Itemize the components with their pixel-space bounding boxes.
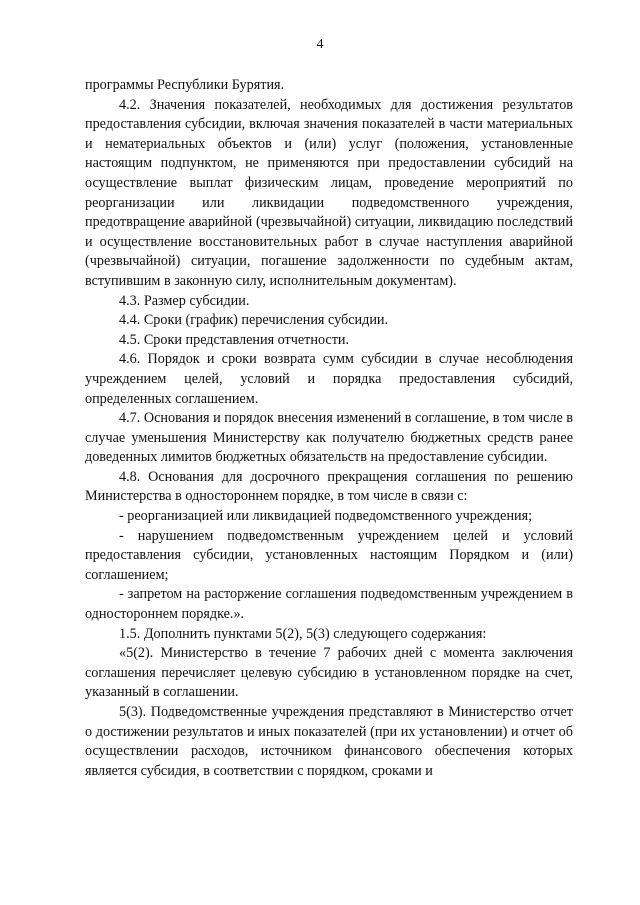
paragraph-4-3: 4.3. Размер субсидии. — [119, 292, 250, 309]
document-body — [85, 76, 573, 781]
paragraph-5-3: 5(3). Подведомственные учреждения представляют в Министерство отчет о достижении результатов и иных показателей (при их установлении) и отчет об осуществлении расходов, источником финансового обеспечения которых является субсидия, в соответствии с порядком, сроками и — [85, 704, 573, 779]
list-item-prohibition: - запретом на расторжение соглашения подведомственным учреждением в одностороннем порядке.». — [85, 586, 573, 623]
paragraph-4-4: 4.4. Сроки (график) перечисления субсидии. — [119, 312, 389, 329]
list-item-violation: - нарушением подведомственным учреждением целей и условий предоставления субсидии, установленных настоящим Порядком и (или) соглашением; — [85, 527, 573, 583]
page-number: 4 — [316, 37, 324, 52]
paragraph-1-5: 1.5. Дополнить пунктами 5(2), 5(3) следующего содержания: — [119, 625, 487, 642]
paragraph-4-6: 4.6. Порядок и сроки возврата сумм субсидии в случае несоблюдения учреждением целей, условий и порядка предоставления субсидий, определенных соглашением. — [85, 351, 573, 407]
paragraph-4-5: 4.5. Сроки представления отчетности. — [119, 331, 350, 348]
paragraph-4-2: 4.2. Значения показателей, необходимых для достижения результатов предоставления субсидии, включая значения показателей в части материальных и нематериальных объектов и (или) услуг (положения, установленные настоящим подпунктом, не применяются при предоставлении субсидий на осуществление выплат физическим лицам, проведение мероприятий по реорганизации или ликвидации подведомственного учреждения, предотвращение аварийной (чрезвычайной) ситуации, ликвидацию последствий и осуществление восстановительных работ в случае наступления аварийной (чрезвычайной) ситуации, погашение задолженности по судебным актам, вступившим в законную силу, исполнительным документам). — [85, 96, 573, 289]
paragraph-continuation: программы Республики Бурятия. — [85, 77, 285, 93]
paragraph-4-7: 4.7. Основания и порядок внесения изменений в соглашение, в том числе в случае уменьшения Министерству как получателю бюджетных средств ранее доведенных лимитов бюджетных обязательств на предоставление субсидии. — [85, 410, 573, 466]
paragraph-4-8: 4.8. Основания для досрочного прекращения соглашения по решению Министерства в одностороннем порядке, в том числе в связи с: — [85, 468, 573, 505]
list-item-reorganization: - реорганизацией или ликвидацией подведомственного учреждения; — [119, 508, 533, 525]
paragraph-5-2: «5(2). Министерство в течение 7 рабочих дней с момента заключения соглашения перечисляет целевую субсидию в установленном порядке на счет, указанный в соглашении. — [85, 645, 573, 701]
